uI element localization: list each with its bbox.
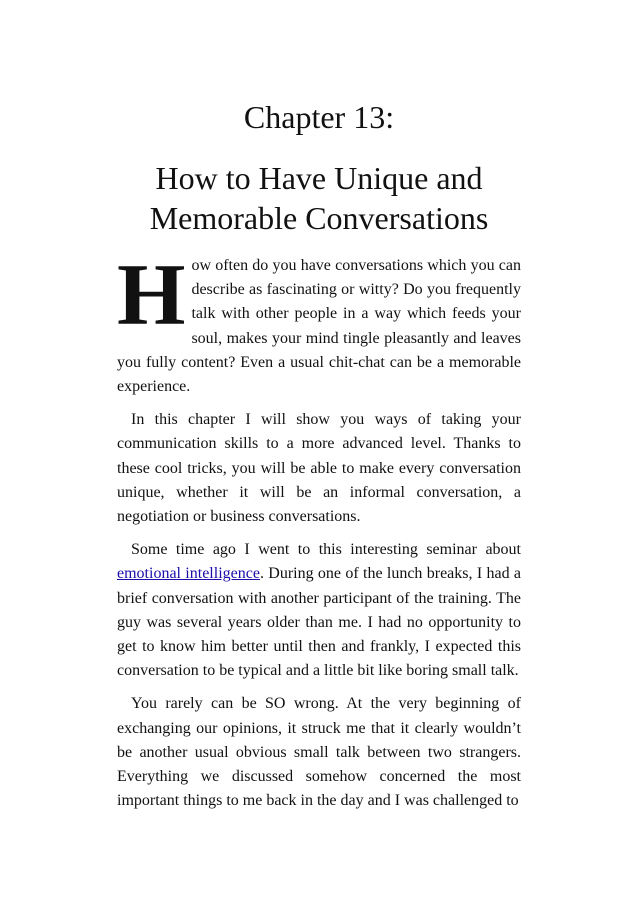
drop-cap-letter: H: [117, 247, 186, 344]
paragraph-3-text-start: Some time ago I went to this interesting seminar about: [131, 541, 521, 559]
chapter-title: How to Have Unique and Memorable Conversations: [149, 160, 489, 236]
emotional-intelligence-link[interactable]: emotional intelligence: [117, 565, 260, 583]
chapter-body: [117, 247, 522, 822]
paragraph-3-text-end: . During one of the lunch breaks, I had a brief conversation with another participant of the training. The guy was several years older than me. I had no opportunity to get to know him better until then and frankly, I expected this conversation to be typical and a little bit like boring small talk.: [117, 565, 522, 680]
paragraph-1-text: ow often do you have conversations which you can describe as fascinating or witty? Do you frequently talk with other people in a way which feeds your soul, makes your mind tingle pleasantly and leaves you fully content? Even a usual chit-chat can be a memorable experience.: [117, 257, 521, 396]
paragraph-4: You rarely can be SO wrong. At the very beginning of exchanging our opinions, it struck me that it clearly wouldn’t be another usual obvious small talk between two strangers. Everything we discussed somehow concerned the most important things to me back in the day and I was challenged to: [117, 695, 521, 810]
paragraph-1: [117, 247, 521, 399]
paragraph-2: In this chapter I will show you ways of taking your communication skills to a more advanced level. Thanks to these cool tricks, you will be able to make every conversation unique, whether it will be an informal conversation, a negotiation or business conversations.: [117, 411, 521, 526]
chapter-number: Chapter 13:: [243, 99, 395, 135]
paragraph-3: [117, 538, 521, 683]
